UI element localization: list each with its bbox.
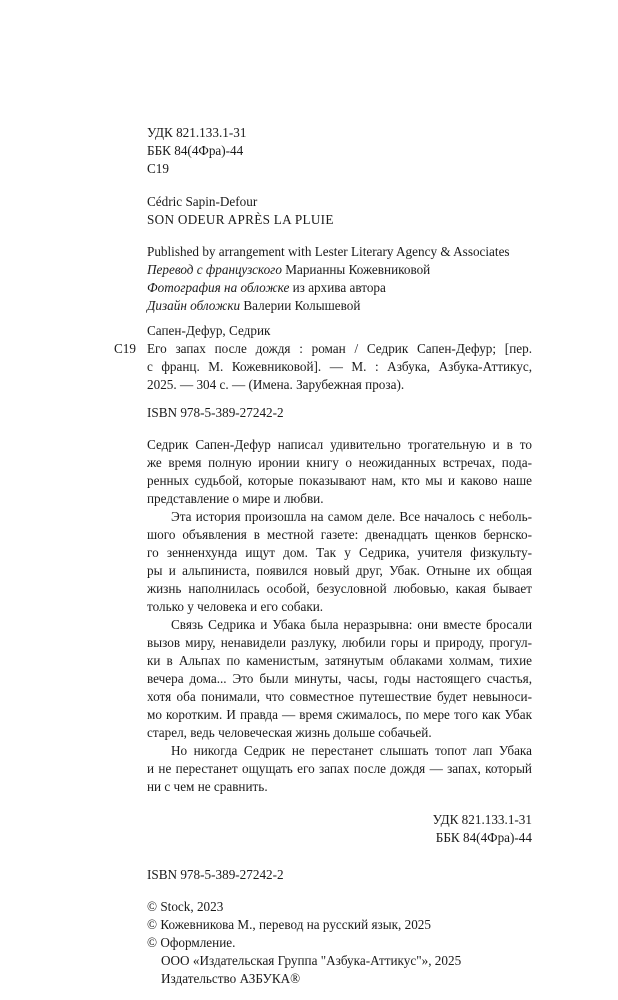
udk-code: УДК 821.133.1-31 [147, 125, 247, 140]
translator-name: Марианны Кожевниковой [281, 262, 431, 277]
isbn: ISBN 978-5-389-27242-2 [147, 867, 284, 882]
photo-label: Фотография на обложке [147, 280, 290, 295]
design-credit [147, 297, 360, 315]
annotation-line: Но никогда Седрик не перестанет слышать топот лап Убака [171, 743, 532, 758]
translation-credit [147, 261, 430, 279]
original-title: SON ODEUR APRÈS LA PLUIE [147, 212, 334, 227]
annotation-line: вечера дома... Это были минуты, часы, годы настоящего счастья, [147, 671, 532, 686]
design-label: Дизайн обложки [147, 298, 241, 313]
annotation-line: ры и альпиниста, появился новый друг, Убак. Отныне их общая [147, 563, 532, 578]
copyright-line: © Кожевникова М., перевод на русский язык, 2025 [147, 917, 431, 932]
photo-credit [147, 279, 386, 297]
annotation-line: Связь Седрика и Убака была неразрывна: они вместе бросали [171, 617, 532, 632]
catalog-index: С19 [114, 341, 136, 356]
catalog-line: 2025. — 304 с. — (Имена. Зарубежная проза). [147, 377, 405, 392]
annotation-line: хотя оба понимали, что совместное путешествие будет невыноси- [147, 689, 532, 704]
designer-name: Валерии Колышевой [240, 298, 361, 313]
bbk-code-right: ББК 84(4Фра)-44 [435, 830, 532, 845]
udk-code-right: УДК 821.133.1-31 [432, 812, 532, 827]
catalog-isbn: ISBN 978-5-389-27242-2 [147, 405, 284, 420]
annotation-line: Эта история произошла на самом деле. Все началось с неболь- [171, 509, 532, 524]
annotation-line: ки в Альпах по каменистым, затянутым облаками холмам, тихие [147, 653, 532, 668]
catalog-line: Его запах после дождя : роман / Седрик Сапен-Дефур; [пер. [147, 341, 532, 356]
annotation-line: жизнь наполнилась особой, безусловной любовью, какая бывает [147, 581, 532, 596]
copyright-line: © Оформление. [147, 935, 236, 950]
annotation-line: и не перестанет ощущать его запах после дождя — запах, который [147, 761, 532, 776]
annotation-line: ни с чем не сравнить. [147, 779, 268, 794]
annotation-line: вызов миру, ненавидели разлуку, любили горы и природу, прогул- [147, 635, 532, 650]
annotation-line: Седрик Сапен-Дефур написал удивительно трогательную и в то [147, 437, 532, 452]
published-by: Published by arrangement with Lester Literary Agency & Associates [147, 244, 510, 259]
photo-source: из архива автора [289, 280, 386, 295]
translation-label: Перевод с французского [147, 262, 282, 277]
annotation-line: шого объявления в местной газете: двенадцать щенков бернско- [147, 527, 532, 542]
copyright-line: Издательство АЗБУКА® [161, 971, 301, 986]
copyright-line: ООО «Издательская Группа "Азбука-Аттикус"», 2025 [161, 953, 462, 968]
annotation-line: представление о мире и любви. [147, 491, 324, 506]
author-mark: С19 [147, 161, 169, 176]
annotation-line: старел, ведь человеческая жизнь дольше собачьей. [147, 725, 432, 740]
annotation-line: же время полную иронии книгу о неожиданных встречах, пода- [147, 455, 532, 470]
annotation-line: только у человека и его собаки. [147, 599, 324, 614]
annotation-line: мо коротким. И правда — время сжималось, по мере того как Убак [147, 707, 532, 722]
original-author: Cédric Sapin-Defour [147, 194, 258, 209]
annotation-line: го зенненхунда ищут дом. Так у Седрика, учителя физкульту- [147, 545, 532, 560]
catalog-line: с франц. М. Кожевниковой]. — М. : Азбука, Азбука-Аттикус, [147, 359, 532, 374]
bbk-code: ББК 84(4Фра)-44 [147, 143, 244, 158]
copyright-line: © Stock, 2023 [147, 899, 224, 914]
catalog-heading: Сапен-Дефур, Седрик [147, 323, 271, 338]
annotation-line: ренных судьбой, которые показывают нам, кто мы и каково наше [147, 473, 532, 488]
